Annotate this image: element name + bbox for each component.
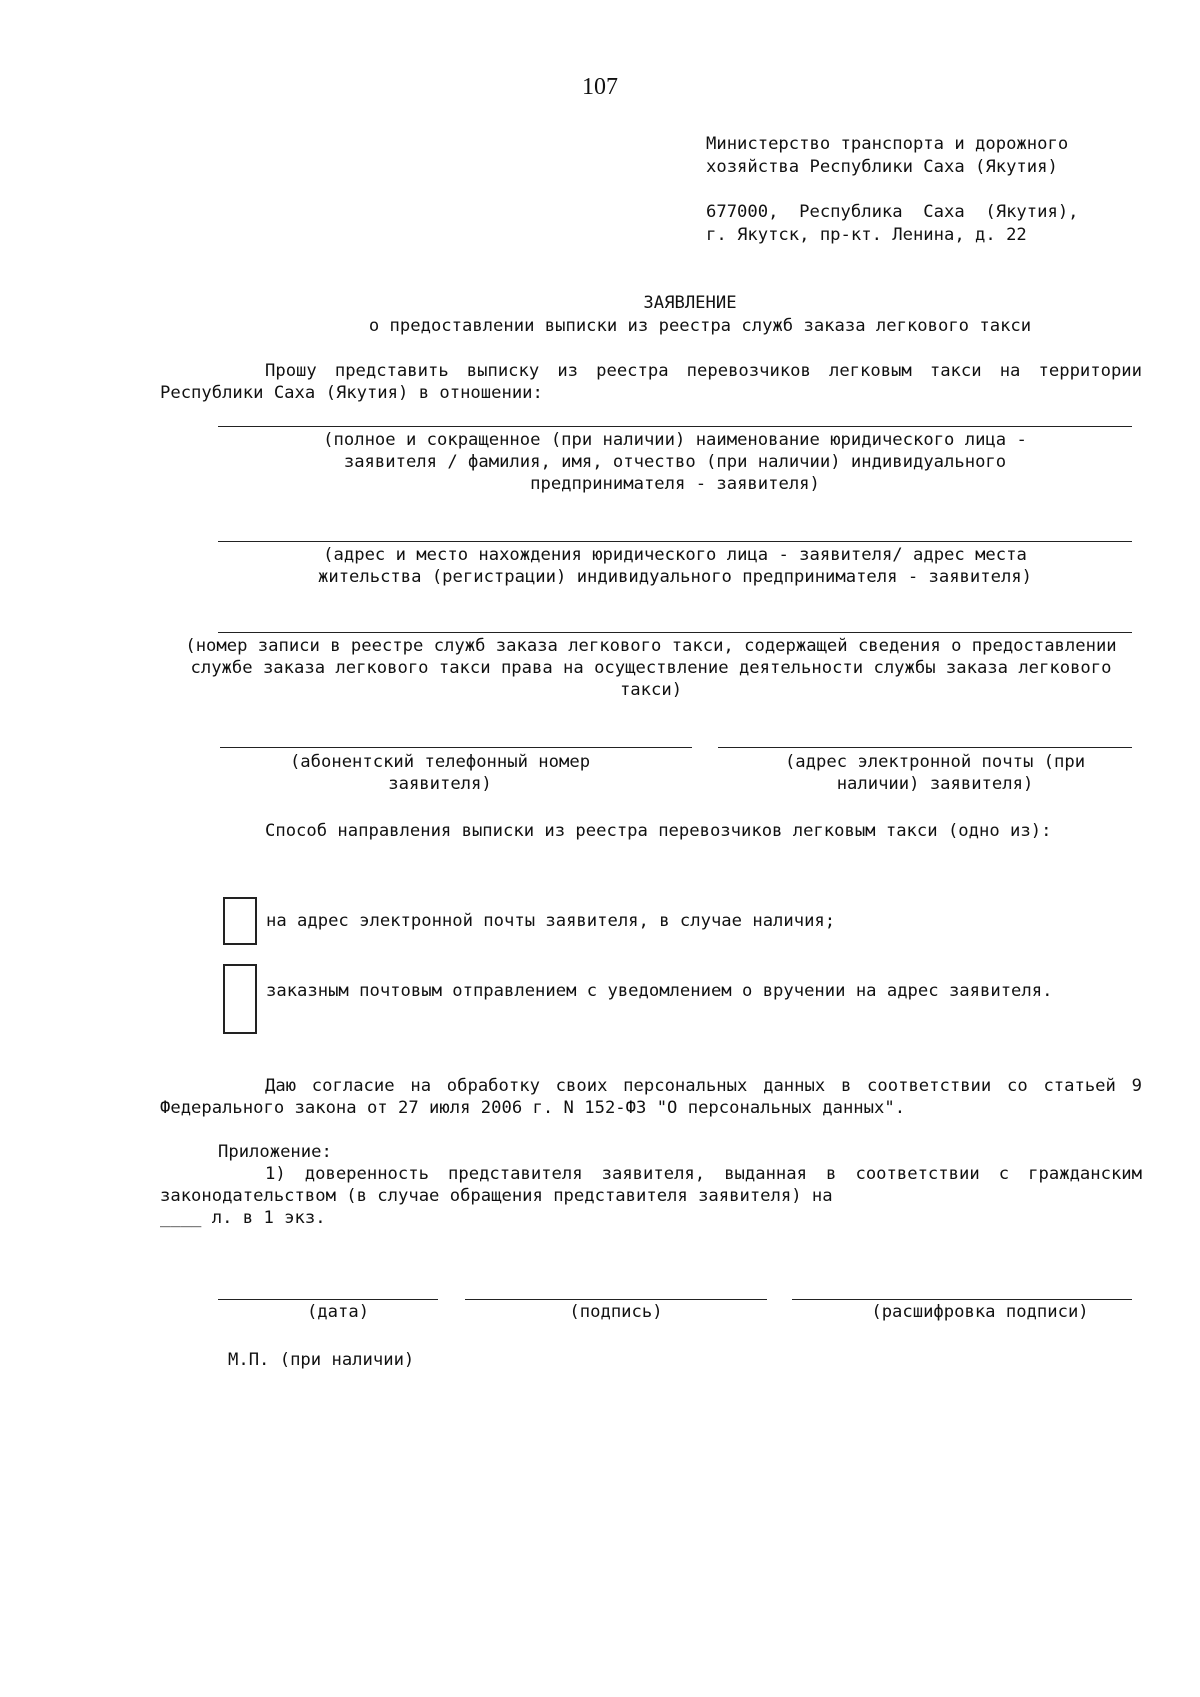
recipient-address-2: г. Якутск, пр-кт. Ленина, д. 22 <box>706 225 1027 245</box>
page-number: 107 <box>582 74 618 100</box>
record-number-line[interactable] <box>218 632 1132 633</box>
date-caption: (дата) <box>306 1302 370 1322</box>
signature-line[interactable] <box>465 1299 767 1300</box>
signature-caption: (подпись) <box>569 1302 663 1322</box>
email-delivery-label: на адрес электронной почты заявителя, в случае наличия; <box>266 911 836 931</box>
consent-text: Даю согласие на обработку своих персональных данных в соответствии со статьей 9 Федерального закона от 27 июля 2006 г. N 152-ФЗ "О персональных данных". <box>160 1076 1142 1118</box>
attachments-heading: Приложение: <box>218 1142 332 1162</box>
attachment-item-1-tail: ____ л. в 1 экз. <box>160 1208 326 1228</box>
email-caption: (адрес электронной почты (при наличии) заявителя) <box>784 752 1086 794</box>
applicant-name-caption-2: заявителя / фамилия, имя, отчество (при наличии) индивидуального <box>343 452 1007 472</box>
document-subtitle: о предоставлении выписки из реестра служб заказа легкового такси <box>368 316 1032 336</box>
applicant-name-caption-3: предпринимателя - заявителя) <box>530 474 820 494</box>
recipient-line-1: Министерство транспорта и дорожного <box>706 134 1069 154</box>
record-caption: (номер записи в реестре служб заказа легкового такси, содержащей сведения о предоставлении службе заказа легкового такси права на осуществление деятельности службы заказа легкового такси) <box>185 636 1117 700</box>
date-line[interactable] <box>218 1299 438 1300</box>
email-line[interactable] <box>718 747 1132 748</box>
recipient-line-2: хозяйства Республики Саха (Якутия) <box>706 157 1058 177</box>
recipient-address-1: 677000, Республика Саха (Якутия), <box>706 202 1079 222</box>
phone-line[interactable] <box>220 747 692 748</box>
decryption-line[interactable] <box>792 1299 1132 1300</box>
post-delivery-label: заказным почтовым отправлением с уведомлением о вручении на адрес заявителя. <box>266 981 1053 1001</box>
attachment-item-1: 1) доверенность представителя заявителя, выданная в соответствии с гражданским законодательством (в случае обращения представителя заявителя) на <box>160 1164 1142 1206</box>
email-delivery-checkbox[interactable] <box>223 897 257 945</box>
delivery-heading: Способ направления выписки из реестра перевозчиков легковым такси (одно из): <box>265 821 1052 841</box>
document-title: ЗАЯВЛЕНИЕ <box>643 293 737 313</box>
phone-caption: (абонентский телефонный номер заявителя) <box>289 752 591 794</box>
post-delivery-checkbox[interactable] <box>223 964 257 1034</box>
address-caption-1: (адрес и место нахождения юридического лица - заявителя/ адрес места <box>323 545 1027 565</box>
request-text: Прошу представить выписку из реестра перевозчиков легковым такси на территории Республики Саха (Якутия) в отношении: <box>160 361 1142 403</box>
applicant-name-line[interactable] <box>218 426 1132 427</box>
address-caption-2: жительства (регистрации) индивидуального предпринимателя - заявителя) <box>318 567 1032 587</box>
stamp-note: М.П. (при наличии) <box>228 1350 415 1370</box>
decryption-caption: (расшифровка подписи) <box>871 1302 1089 1322</box>
applicant-address-line[interactable] <box>218 541 1132 542</box>
applicant-name-caption-1: (полное и сокращенное (при наличии) наименование юридического лица - <box>323 430 1027 450</box>
